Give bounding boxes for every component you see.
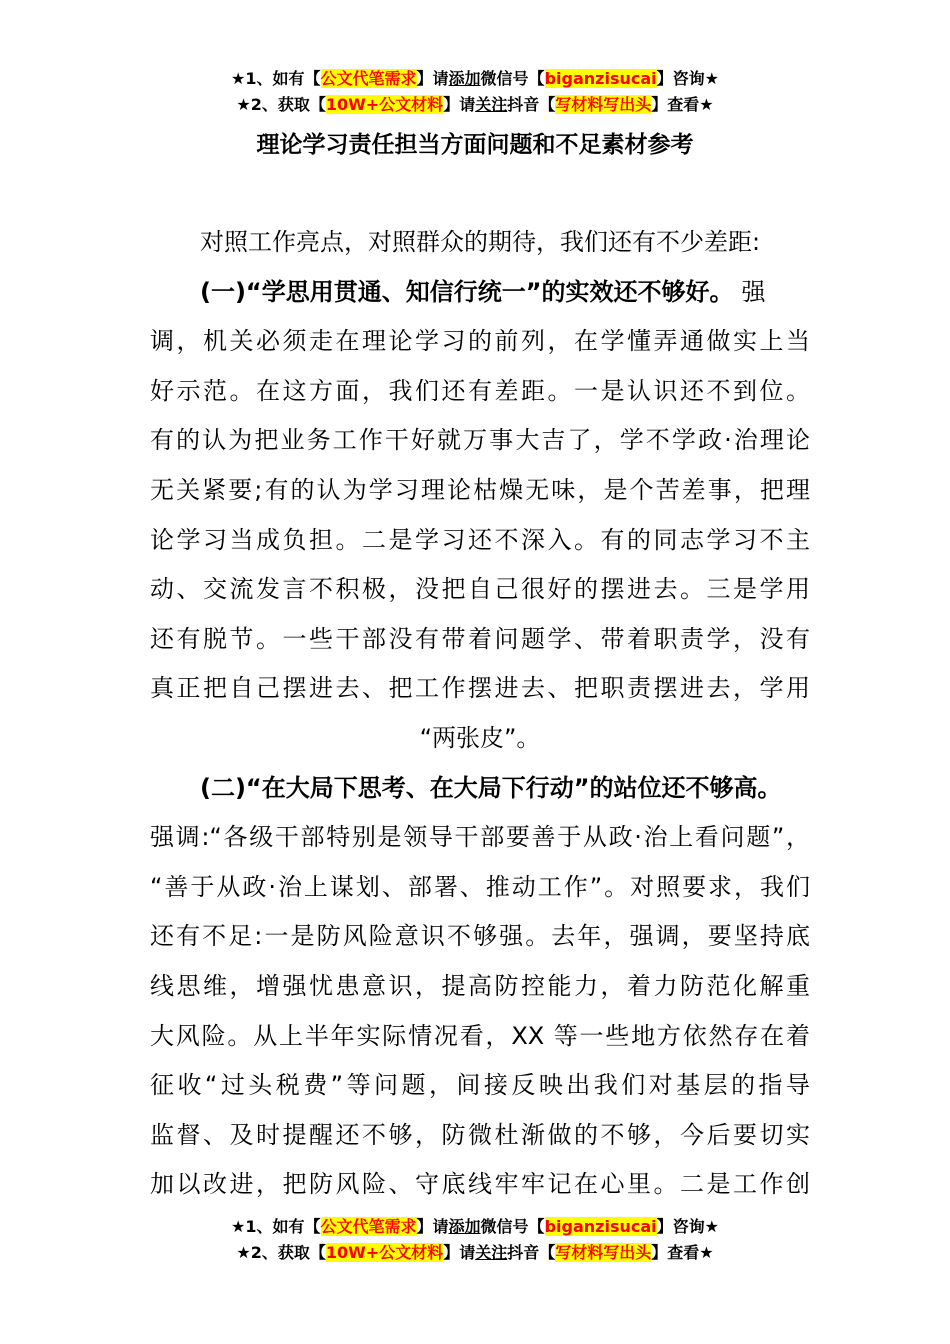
paragraph-line: 还有不足:一是防风险意识不够强。去年，强调，要坚持底 bbox=[150, 922, 810, 951]
footer-banner bbox=[0, 1214, 950, 1266]
banner-highlight: 10W+公文材料 bbox=[325, 1243, 444, 1262]
banner-underlined: 关注 bbox=[475, 1243, 508, 1262]
paragraph-line: “两张皮”。 bbox=[419, 723, 541, 752]
header-banner bbox=[0, 66, 950, 118]
paragraph-line: 强调:“各级干部特别是领导干部要善于从政·治上看问题”， bbox=[150, 823, 810, 852]
paragraph-line: 大风险。从上半年实际情况看，XX 等一些地方依然存在着 bbox=[150, 1021, 810, 1050]
paragraph-line: 有的认为把业务工作干好就万事大吉了，学不学政·治理论 bbox=[150, 426, 810, 455]
paragraph-line: 监督、及时提醒还不够，防微杜渐做的不够，今后要切实 bbox=[150, 1120, 810, 1149]
banner-text: ★1、如有【 bbox=[231, 1217, 321, 1236]
banner-text: 】查看★ bbox=[651, 1243, 714, 1262]
paragraph-line: 调，机关必须走在理论学习的前列，在学懂弄通做实上当 bbox=[150, 327, 810, 356]
banner-text: 】咨询★ bbox=[656, 1217, 719, 1236]
banner-text: 微信号【 bbox=[480, 1217, 545, 1236]
document-body bbox=[150, 218, 810, 1210]
paragraph-line: 无关紧要;有的认为学习理论枯燥无味，是个苦差事，把理 bbox=[150, 475, 810, 504]
banner-highlight: biganzisucai bbox=[544, 1217, 657, 1236]
banner-line-1 bbox=[0, 1214, 950, 1240]
banner-highlight: biganzisucai bbox=[544, 69, 657, 88]
banner-underlined: 添加 bbox=[448, 1217, 481, 1236]
banner-text: 】请 bbox=[416, 69, 449, 88]
banner-text: 】请 bbox=[443, 1243, 476, 1262]
banner-underlined: 添加 bbox=[448, 69, 481, 88]
banner-text: 】咨询★ bbox=[656, 69, 719, 88]
section-heading: (一)“学思用贯通、知信行统一”的实效还不够好。 bbox=[200, 277, 734, 306]
banner-highlight: 公文代笔需求 bbox=[320, 1217, 417, 1236]
banner-text: 微信号【 bbox=[480, 69, 545, 88]
banner-text: ★2、获取【 bbox=[236, 95, 326, 114]
banner-text: ★1、如有【 bbox=[231, 69, 321, 88]
paragraph-line: 线思维，增强忧患意识，提高防控能力，着力防范化解重 bbox=[150, 971, 810, 1000]
banner-highlight: 写材料写出头 bbox=[555, 1243, 652, 1262]
banner-text: 】请 bbox=[416, 1217, 449, 1236]
banner-text: 】查看★ bbox=[651, 95, 714, 114]
banner-text: 抖音【 bbox=[507, 1243, 556, 1262]
banner-highlight: 10W+公文材料 bbox=[325, 95, 444, 114]
paragraph-line: 征收“过头税费”等问题，间接反映出我们对基层的指导 bbox=[150, 1071, 810, 1100]
banner-highlight: 公文代笔需求 bbox=[320, 69, 417, 88]
banner-text: 抖音【 bbox=[507, 95, 556, 114]
paragraph-line: 动、交流发言不积极，没把自己很好的摆进去。三是学用 bbox=[150, 575, 810, 604]
document-title: 理论学习责任担当方面问题和不足素材参考 bbox=[256, 132, 694, 158]
banner-line-1 bbox=[0, 66, 950, 92]
paragraph-line: 论学习当成负担。二是学习还不深入。有的同志学习不主 bbox=[150, 525, 810, 554]
banner-line-2 bbox=[0, 92, 950, 118]
banner-highlight: 写材料写出头 bbox=[555, 95, 652, 114]
paragraph-line: 好示范。在这方面，我们还有差距。一是认识还不到位。 bbox=[150, 376, 810, 405]
banner-text: ★2、获取【 bbox=[236, 1243, 326, 1262]
paragraph-line: “善于从政·治上谋划、部署、推动工作”。对照要求，我们 bbox=[150, 872, 810, 901]
paragraph-text: 强 bbox=[741, 277, 766, 306]
banner-underlined: 关注 bbox=[475, 95, 508, 114]
paragraph-line: 真正把自己摆进去、把工作摆进去、把职责摆进去，学用 bbox=[150, 674, 810, 703]
section-heading: (二)“在大局下思考、在大局下行动”的站位还不够高。 bbox=[200, 773, 782, 802]
paragraph-line: 还有脱节。一些干部没有带着问题学、带着职责学，没有 bbox=[150, 624, 810, 653]
paragraph-line: 对照工作亮点，对照群众的期待，我们还有不少差距: bbox=[200, 228, 761, 256]
banner-text: 】请 bbox=[443, 95, 476, 114]
paragraph-line: 加以改进，把防风险、守底线牢牢记在心里。二是工作创 bbox=[150, 1170, 810, 1199]
banner-line-2 bbox=[0, 1240, 950, 1266]
paragraph-line bbox=[150, 268, 810, 318]
